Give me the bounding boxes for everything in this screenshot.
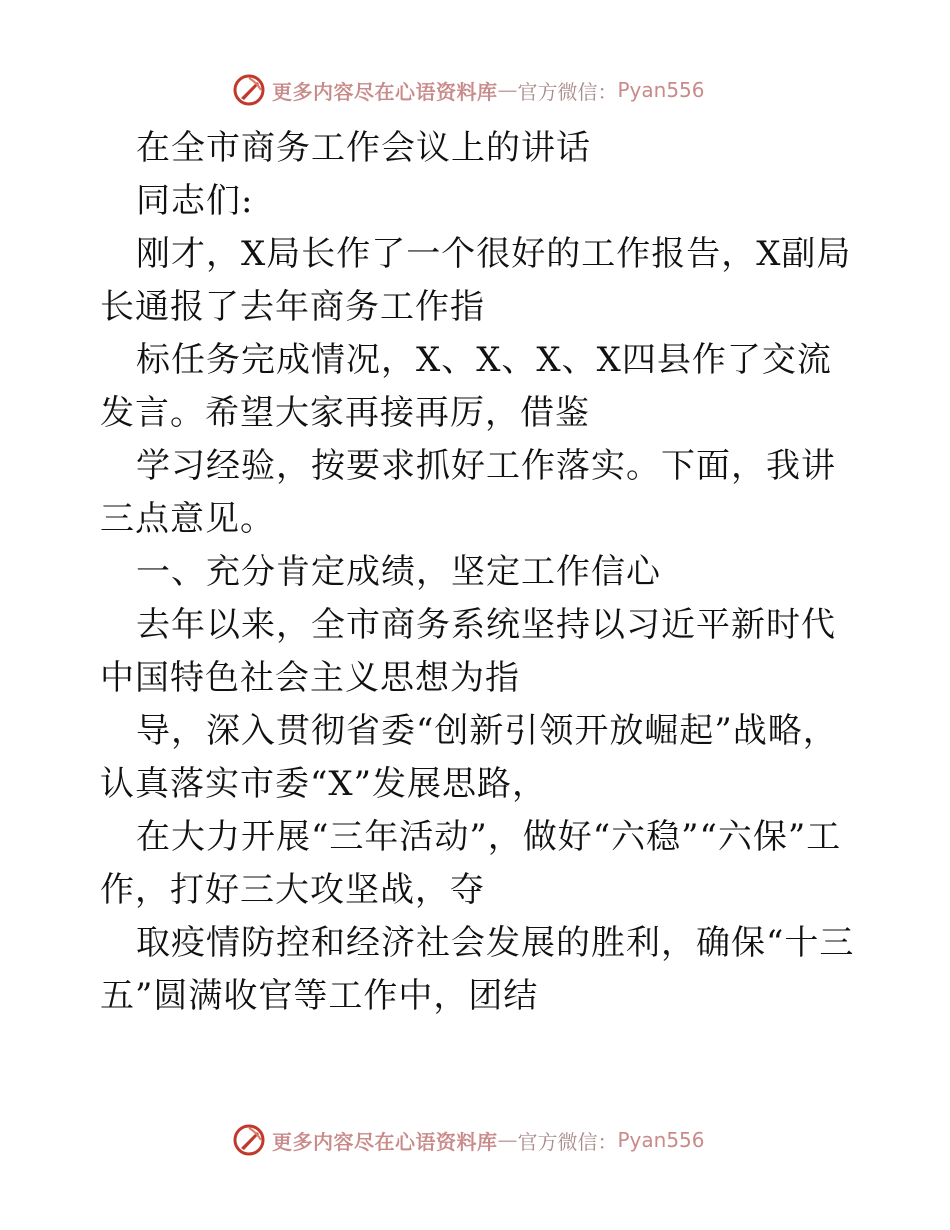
banner-official-label: 官方微信： (517, 1129, 618, 1154)
paragraph: 去年以来，全市商务系统坚持以习近平新时代中国特色社会主义思想为指 (100, 605, 836, 698)
salutation: 同志们: (136, 181, 254, 221)
quill-logo-icon (232, 1123, 266, 1157)
banner-wechat-id: Pyan556 (617, 78, 705, 102)
banner-dash: — (497, 1128, 518, 1152)
header-watermark (232, 70, 752, 110)
paragraph: 刚才，X局长作了一个很好的工作报告，X副局长通报了去年商务工作指 (100, 234, 852, 327)
paragraph: 取疫情防控和经济社会发展的胜利，确保“十三五”圆满收官等工作中，团结 (100, 923, 855, 1016)
document-title: 在全市商务工作会议上的讲话 (136, 128, 591, 168)
paragraph: 学习经验，按要求抓好工作落实。下面，我讲三点意见。 (100, 446, 836, 539)
document-body (100, 122, 860, 1023)
section-heading: 一、充分肯定成绩，坚定工作信心 (136, 552, 661, 592)
banner-official-label: 官方微信： (517, 79, 618, 104)
paragraph: 导，深入贯彻省委“创新引领开放崛起”战略，认真落实市委“X”发展思路， (100, 711, 838, 804)
banner-site-text: 更多内容尽在心语资料库 (272, 1129, 498, 1154)
banner-dash: — (497, 78, 518, 102)
banner-site-text: 更多内容尽在心语资料库 (272, 79, 498, 104)
banner-wechat-id: Pyan556 (617, 1128, 705, 1152)
quill-logo-icon (232, 73, 266, 107)
paragraph: 在大力开展“三年活动”，做好“六稳”“六保”工作，打好三大攻坚战，夺 (100, 817, 842, 910)
paragraph: 标任务完成情况，X、X、X、X四县作了交流发言。希望大家再接再厉，借鉴 (100, 340, 832, 433)
footer-watermark (232, 1120, 752, 1160)
